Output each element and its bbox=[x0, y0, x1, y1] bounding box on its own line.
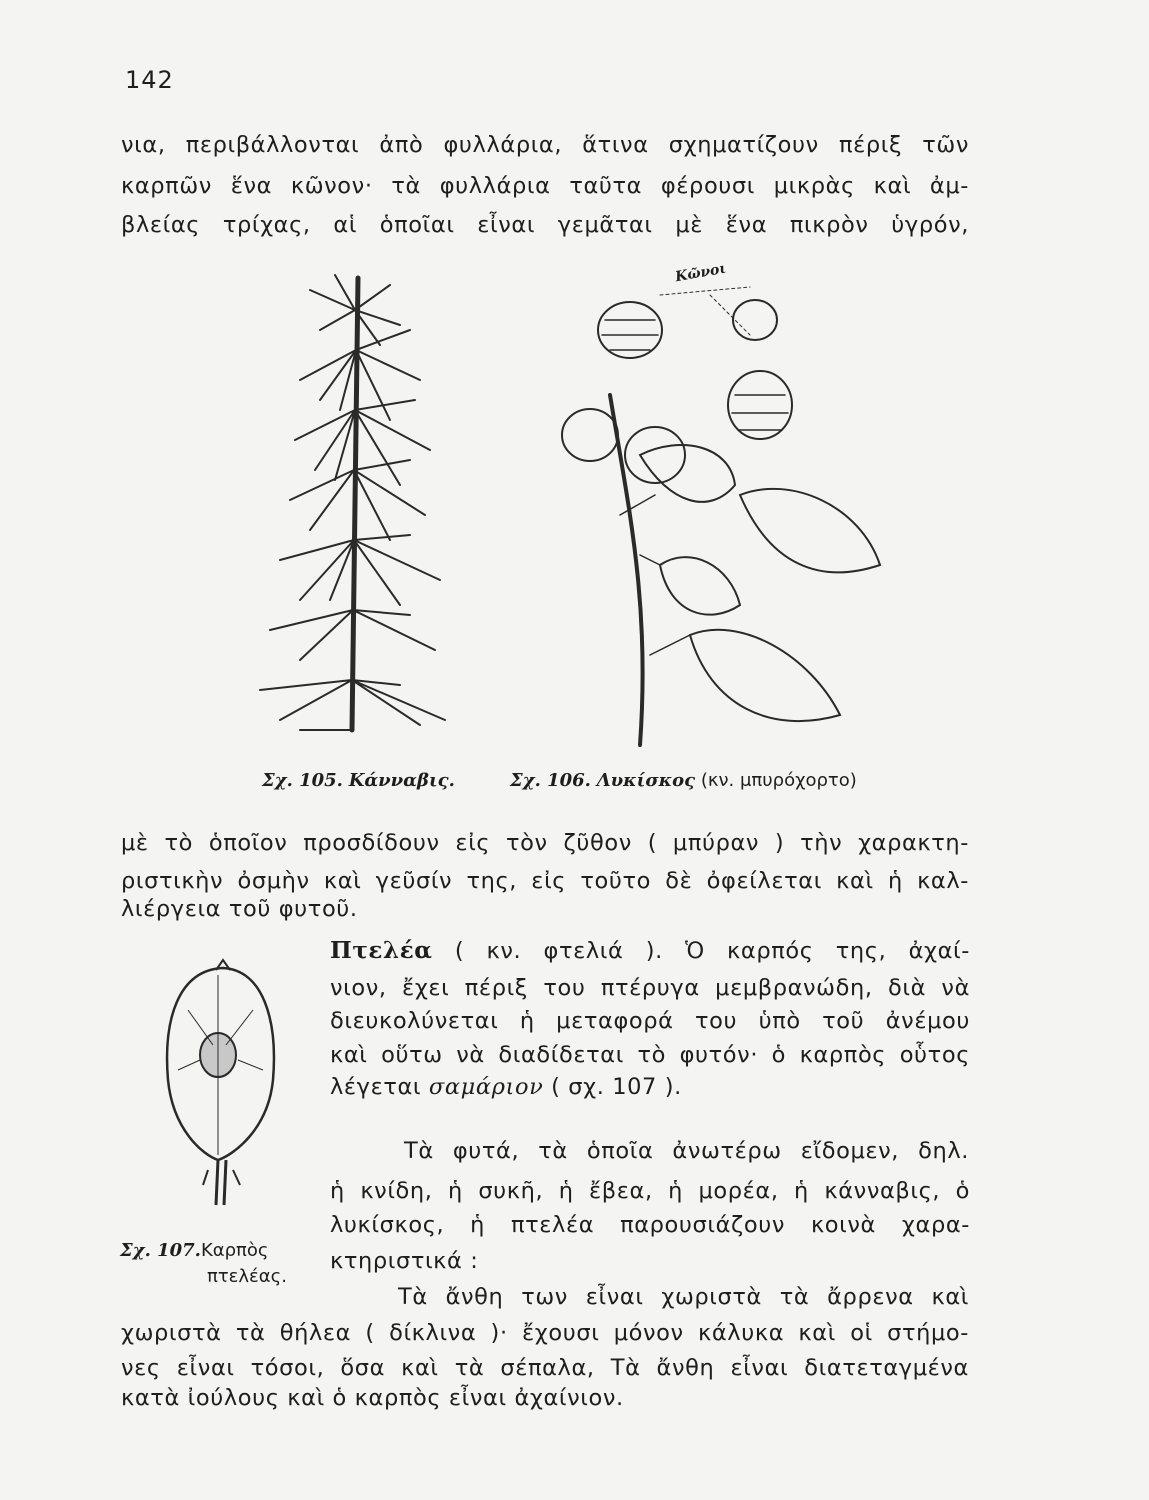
text-line: Τὰ ἄνθη των εἶναι χωριστὰ τὰ ἄρρενα καὶ bbox=[398, 1284, 969, 1310]
cones-annotation-text: Κῶνοι bbox=[674, 260, 728, 286]
figure-105-label: Σχ. 105. bbox=[262, 770, 343, 791]
text-line: λιέργεια τοῦ φυτοῦ. bbox=[121, 896, 358, 922]
figure-107-label: Σχ. 107. bbox=[120, 1240, 201, 1261]
hop-illustration bbox=[560, 265, 920, 755]
figure-105-caption bbox=[262, 770, 455, 791]
figure-106-name: Λυκίσκος bbox=[596, 770, 696, 791]
figure-106-common: (κν. μπυρόχορτο) bbox=[700, 770, 857, 791]
text-line: κατὰ ἰούλους καὶ ὁ καρπὸς εἶναι ἀχαίνιον. bbox=[121, 1385, 624, 1411]
text-line: νιον, ἔχει πέριξ του πτέρυγα μεμβρανώδη, διὰ νὰ bbox=[330, 975, 970, 1001]
figure-106-label: Σχ. 106. bbox=[510, 770, 591, 791]
ptelea-last-line bbox=[330, 1074, 682, 1100]
text-line: κτηριστικά : bbox=[330, 1248, 479, 1274]
ptelea-first-line bbox=[330, 937, 970, 964]
figure-105-name: Κάνναβις. bbox=[348, 770, 455, 791]
text-line: καὶ οὕτω νὰ διαδίδεται τὸ φυτόν· ὁ καρπὸς οὗτος bbox=[330, 1042, 970, 1068]
elm-samara-illustration bbox=[158, 960, 288, 1220]
figure-107-text: Καρπὸς bbox=[200, 1240, 269, 1261]
figure-107-caption-line1 bbox=[120, 1240, 268, 1261]
text-line: ἡ κνίδη, ἡ συκῆ, ἡ ἔβεα, ἡ μορέα, ἡ κάνναβις, ὁ bbox=[330, 1178, 970, 1204]
text-line: Τὰ φυτά, τὰ ὁποῖα ἀνωτέρω εἴδομεν, δηλ. bbox=[404, 1138, 969, 1164]
text-span: ( σχ. 107 ). bbox=[551, 1074, 682, 1100]
samarion-term: σαμάριον bbox=[428, 1074, 544, 1100]
text-line: διευκολύνεται ἡ μεταφορά του ὑπὸ τοῦ ἀνέμου bbox=[330, 1008, 970, 1034]
page-number: 142 bbox=[125, 66, 174, 94]
text-line: ριστικὴν ὀσμὴν καὶ γεῦσίν της, εἰς τοῦτο δὲ ὀφείλεται καὶ ἡ καλ- bbox=[121, 868, 969, 894]
text-line: λυκίσκος, ἡ πτελέα παρουσιάζουν κοινὰ χαρα- bbox=[330, 1212, 970, 1238]
text-line: μὲ τὸ ὁποῖον προσδίδουν εἰς τὸν ζῦθον ( μπύραν ) τὴν χαρακτη- bbox=[121, 830, 969, 856]
text-line: βλείας τρίχας, αἱ ὁποῖαι εἶναι γεμᾶται μὲ ἕνα πικρὸν ὑγρόν, bbox=[121, 212, 969, 238]
text-line: νες εἶναι τόσοι, ὅσα καὶ τὰ σέπαλα, Τὰ ἄνθη εἶναι διατεταγμένα bbox=[121, 1355, 969, 1381]
text-line: χωριστὰ τὰ θήλεα ( δίκλινα )· ἔχουσι μόνον κάλυκα καὶ οἱ στήμο- bbox=[121, 1320, 969, 1346]
text-line: νια, περιβάλλονται ἀπὸ φυλλάρια, ἅτινα σχηματίζουν πέριξ τῶν bbox=[121, 132, 969, 158]
text-span: λέγεται bbox=[330, 1074, 422, 1100]
text-line: καρπῶν ἕνα κῶνον· τὰ φυλλάρια ταῦτα φέρουσι μικρὰς καὶ ἀμ- bbox=[121, 173, 969, 199]
figure-107-caption-line2: πτελέας. bbox=[207, 1266, 287, 1287]
cannabis-illustration bbox=[240, 270, 450, 740]
ptelea-heading: Πτελέα bbox=[330, 937, 433, 964]
figure-106-caption bbox=[510, 770, 857, 791]
ptelea-line-rest: ( κν. φτελιά ). Ὁ καρπός της, ἀχαί- bbox=[454, 938, 970, 964]
